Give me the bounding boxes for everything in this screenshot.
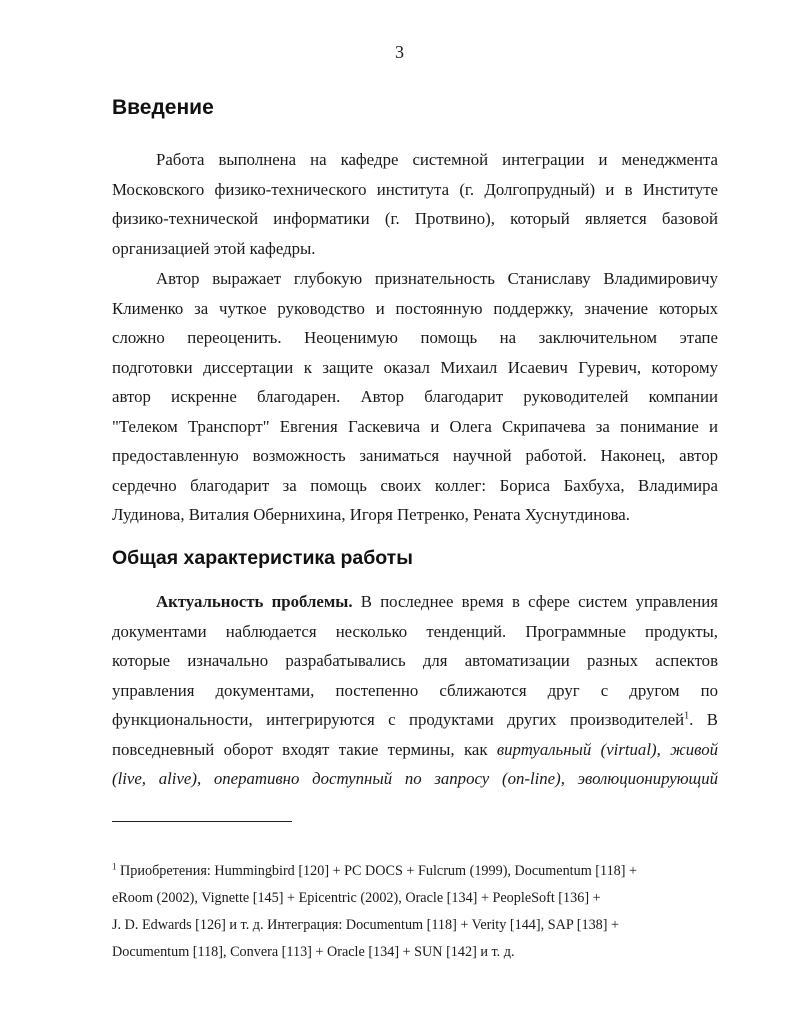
footnote-block [112, 858, 712, 966]
section-heading-general-characteristics: Общая характеристика работы [112, 547, 413, 569]
bold-lead: Актуальность проблемы. [156, 592, 353, 611]
text-line [112, 587, 718, 617]
footnote-line: J. D. Edwards [126] и т. д. Интеграция: Documentum [118] + Verity [144], SAP [138] + [112, 917, 620, 933]
text-line: "Телеком Транспорт" Евгения Гаскевича и Олега Скрипачева за понимание и [112, 416, 718, 436]
footnote-marker: 1 [112, 861, 117, 872]
text-line: документами наблюдается несколько тенденций. Программные продукты, [112, 621, 718, 641]
text-line: Работа выполнена на кафедре системной интеграции и менеджмента [156, 150, 718, 169]
text-line: автор искренне благодарен. Автор благодарит руководителей компании [112, 387, 718, 406]
text-fragment: Приобретения: Hummingbird [120] + PC DOCS + Fulcrum (1999), Documentum [118] + [116, 863, 638, 879]
paragraph-relevance [112, 587, 718, 794]
text-line: Автор выражает глубокую признательность Станиславу Владимировичу [156, 269, 718, 288]
text-line: Московского физико-технического института (г. Долгопрудный) и в Институте [112, 179, 718, 199]
text-line: подготовки диссертации к защите оказал Михаил Исаевич Гуревич, которому [112, 357, 718, 377]
text-line: Клименко за чуткое руководство и постоянную поддержку, значение которых [112, 298, 718, 318]
text-line: физико-технической информатики (г. Протвино), который является базовой [112, 209, 718, 228]
text-fragment: повседневный оборот входят такие термины, как [112, 739, 497, 759]
text-line [112, 735, 718, 765]
text-line: сложно переоценить. Неоценимую помощь на заключительном этапе [112, 328, 718, 347]
text-fragment: В последнее время в сфере систем управления [352, 592, 718, 611]
italic-terms: (live, alive), оперативно доступный по запросу (on-line), эволюционирующий [112, 769, 718, 788]
section-heading-introduction: Введение [112, 96, 214, 119]
paragraph-acknowledgement-institution [112, 145, 718, 263]
text-line: которые изначально разрабатывались для автоматизации разных аспектов [112, 651, 718, 670]
text-line [112, 705, 718, 735]
text-line: организацией этой кафедры. [112, 238, 316, 258]
text-line: предоставленную возможность заниматься научной работой. Наконец, автор [112, 446, 718, 465]
footnote-line: eRoom (2002), Vignette [145] + Epicentric (2002), Oracle [134] + PeopleSoft [136] + [112, 890, 601, 906]
footnote-line: Documentum [118], Convera [113] + Oracle [134] + SUN [142] и т. д. [112, 944, 515, 960]
text-line: управления документами, постепенно сближаются друг с другом по [112, 680, 718, 700]
text-line: сердечно благодарит за помощь своих коллег: Бориса Бахбуха, Владимира [112, 475, 718, 495]
footnote-line [112, 858, 712, 885]
italic-terms: виртуальный (virtual), живой [496, 739, 718, 759]
text-fragment: . В [689, 710, 718, 729]
footnote-separator [112, 821, 292, 822]
text-fragment: функциональности, интегрируются с продуктами других производителей [112, 710, 685, 729]
paragraph-acknowledgement-people [112, 264, 718, 530]
page-number: 3 [395, 42, 404, 62]
footnote-reference[interactable]: 1 [684, 710, 690, 722]
text-line [112, 764, 718, 794]
text-line: Лудинова, Виталия Обернихина, Игоря Петренко, Рената Хуснутдинова. [112, 505, 630, 524]
